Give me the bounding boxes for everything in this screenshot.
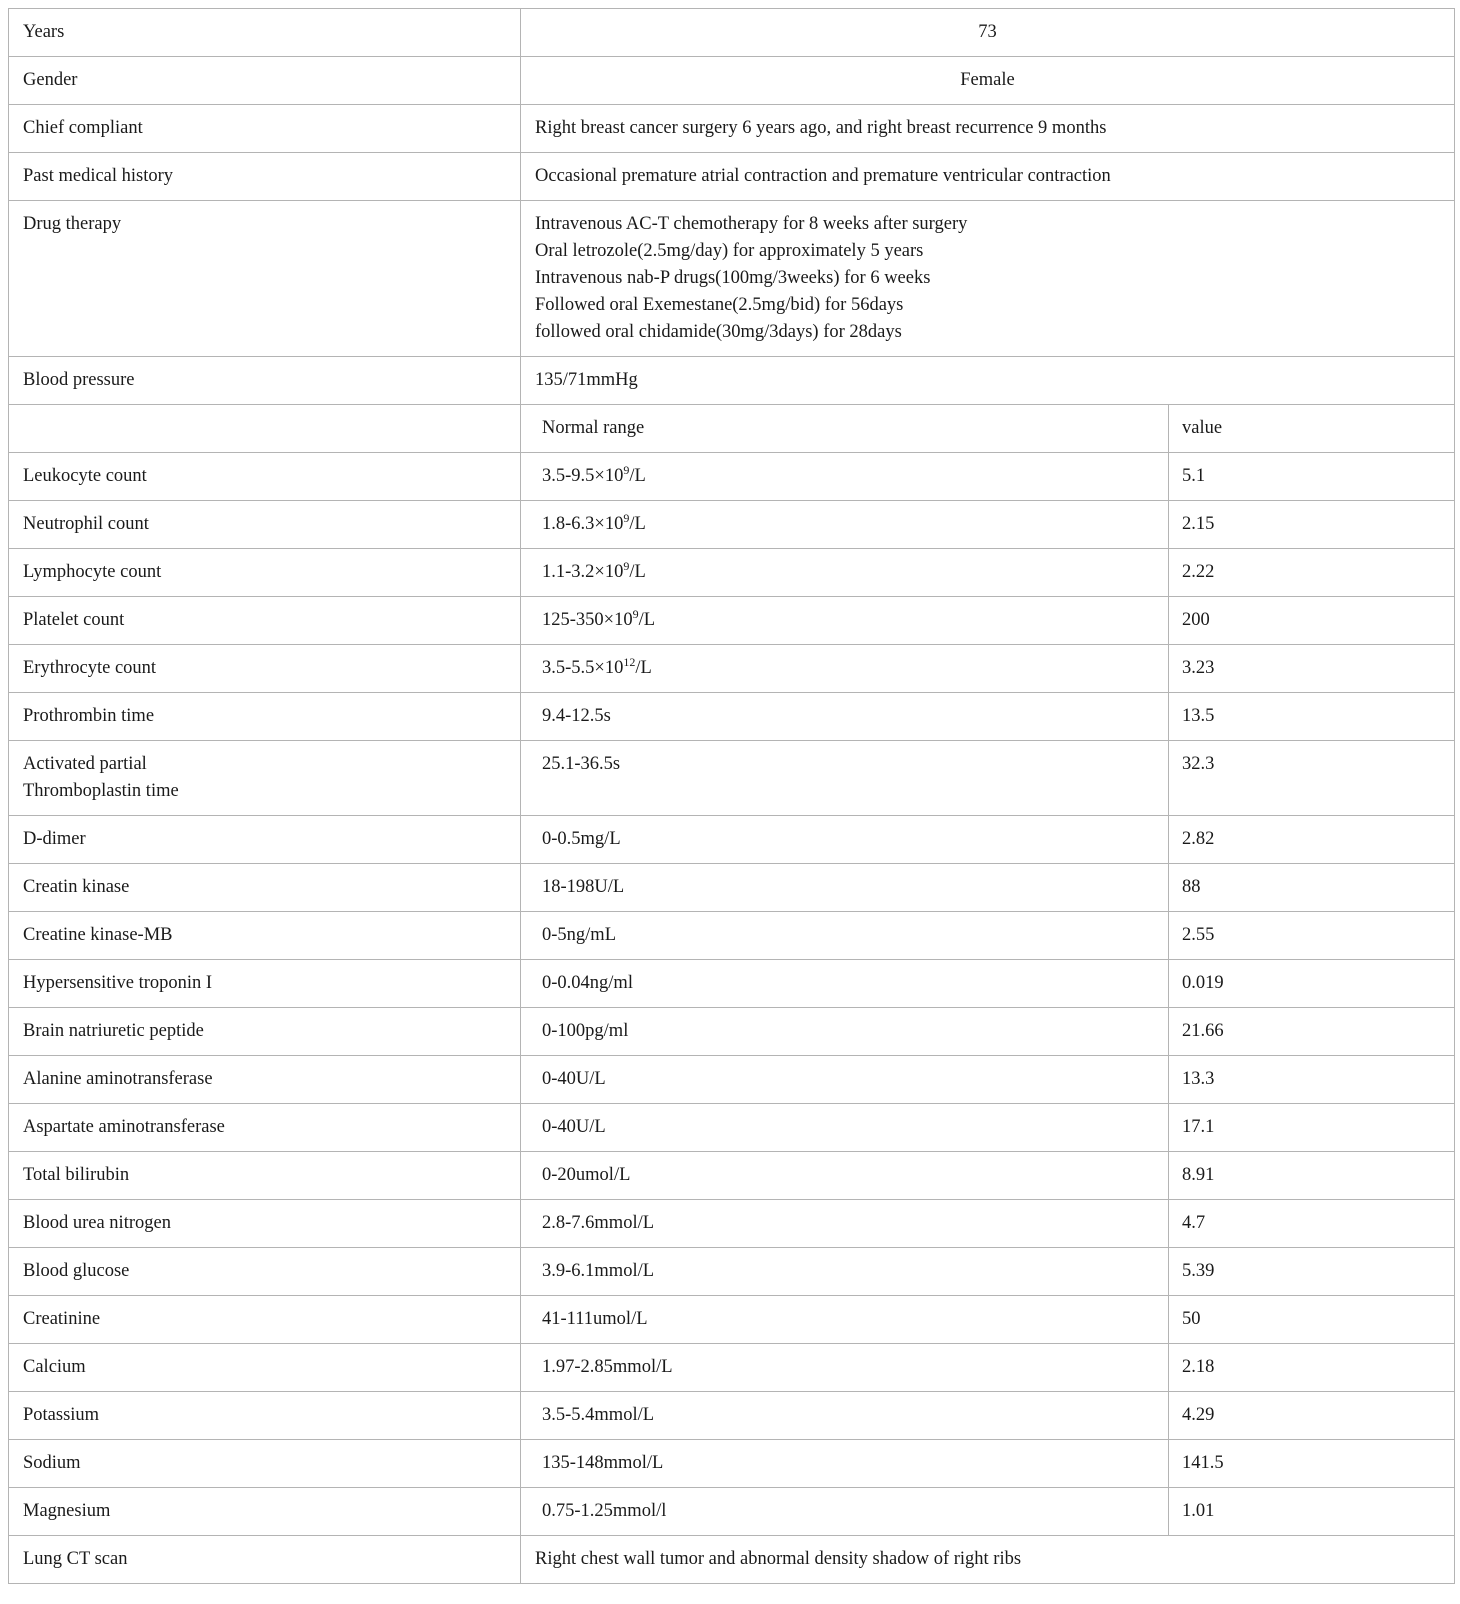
range-text: 0-100pg/ml: [542, 1021, 629, 1041]
lab-value: 50: [1169, 1296, 1455, 1344]
range-text: 9.4-12.5s: [542, 706, 611, 726]
table-row: [9, 57, 1455, 105]
lab-row: [9, 816, 1455, 864]
row-value: Right breast cancer surgery 6 years ago, and right breast recurrence 9 months: [521, 105, 1455, 153]
lab-normal-range: [521, 549, 1169, 597]
lab-normal-range: [521, 960, 1169, 1008]
lab-name: Potassium: [9, 1392, 521, 1440]
row-value: 135/71mmHg: [521, 357, 1455, 405]
lab-value: 3.23: [1169, 645, 1455, 693]
lab-normal-range: [521, 1200, 1169, 1248]
drug-line: Oral letrozole(2.5mg/day) for approximately 5 years: [535, 241, 924, 261]
lab-normal-range: [521, 1008, 1169, 1056]
range-text: 125-350×10: [542, 610, 633, 630]
table-row: [9, 105, 1455, 153]
empty-cell: [9, 405, 521, 453]
lab-name: Alanine aminotransferase: [9, 1056, 521, 1104]
range-text: 3.5-5.5×10: [542, 658, 624, 678]
lab-normal-range: [521, 645, 1169, 693]
lab-value: 2.18: [1169, 1344, 1455, 1392]
range-exponent: 9: [623, 558, 630, 573]
range-unit: /L: [629, 514, 646, 534]
lab-value: 88: [1169, 864, 1455, 912]
drug-line: Intravenous nab-P drugs(100mg/3weeks) for 6 weeks: [535, 268, 931, 288]
table-row: [9, 153, 1455, 201]
range-text: 0-20umol/L: [542, 1165, 631, 1185]
lab-header-row: [9, 405, 1455, 453]
lab-row: [9, 1104, 1455, 1152]
table-row: [9, 357, 1455, 405]
lab-row: [9, 960, 1455, 1008]
lab-value: 17.1: [1169, 1104, 1455, 1152]
range-text: 135-148mmol/L: [542, 1453, 664, 1473]
lab-name: Sodium: [9, 1440, 521, 1488]
drug-line: Intravenous AC-T chemotherapy for 8 weeks after surgery: [535, 214, 968, 234]
row-label: Past medical history: [9, 153, 521, 201]
range-text: 2.8-7.6mmol/L: [542, 1213, 655, 1233]
lab-row: [9, 1056, 1455, 1104]
lab-normal-range: [521, 741, 1169, 816]
lab-value: 4.7: [1169, 1200, 1455, 1248]
range-text: 0-0.5mg/L: [542, 829, 621, 849]
lab-normal-range: [521, 597, 1169, 645]
row-label: Years: [9, 9, 521, 57]
lab-normal-range: [521, 912, 1169, 960]
row-value: Female: [521, 57, 1455, 105]
lab-normal-range: [521, 816, 1169, 864]
lab-name: Creatin kinase: [9, 864, 521, 912]
range-unit: /L: [629, 562, 646, 582]
row-label: Lung CT scan: [9, 1536, 521, 1584]
lab-row: [9, 912, 1455, 960]
lab-name: Total bilirubin: [9, 1152, 521, 1200]
range-exponent: 9: [623, 510, 630, 525]
range-text: 0-40U/L: [542, 1069, 606, 1089]
lab-normal-range: [521, 1104, 1169, 1152]
range-text: 0-40U/L: [542, 1117, 606, 1137]
lab-normal-range: [521, 1152, 1169, 1200]
lab-name: Neutrophil count: [9, 501, 521, 549]
lab-name: Prothrombin time: [9, 693, 521, 741]
lab-value: 5.1: [1169, 453, 1455, 501]
range-unit: /L: [638, 610, 656, 630]
lab-value: 32.3: [1169, 741, 1455, 816]
lab-name-line: Activated partial: [23, 754, 147, 774]
table-row: [9, 9, 1455, 57]
lab-name: Blood urea nitrogen: [9, 1200, 521, 1248]
lab-row: [9, 1008, 1455, 1056]
table-row: [9, 1536, 1455, 1584]
table-row: [9, 201, 1455, 357]
lab-value: 2.15: [1169, 501, 1455, 549]
range-exponent: 9: [623, 462, 630, 477]
range-text: 1.97-2.85mmol/L: [542, 1357, 673, 1377]
clinical-data-table: [8, 8, 1455, 1584]
range-text: 41-111umol/L: [542, 1309, 648, 1329]
lab-name: Aspartate aminotransferase: [9, 1104, 521, 1152]
lab-value: 2.55: [1169, 912, 1455, 960]
lab-name: Blood glucose: [9, 1248, 521, 1296]
lab-name: Creatine kinase-MB: [9, 912, 521, 960]
lab-normal-range: [521, 501, 1169, 549]
range-unit: /L: [629, 466, 646, 486]
lab-normal-range: [521, 1440, 1169, 1488]
lab-normal-range: [521, 1392, 1169, 1440]
row-value: 73: [521, 9, 1455, 57]
row-value: Occasional premature atrial contraction and premature ventricular contraction: [521, 153, 1455, 201]
lab-row: [9, 1296, 1455, 1344]
lab-value: 13.5: [1169, 693, 1455, 741]
lab-normal-range: [521, 1056, 1169, 1104]
lab-row: [9, 453, 1455, 501]
lab-name: Brain natriuretic peptide: [9, 1008, 521, 1056]
range-text: 18-198U/L: [542, 877, 625, 897]
range-text: 0-0.04ng/ml: [542, 973, 633, 993]
lab-row: [9, 864, 1455, 912]
lab-name-line: Thromboplastin time: [23, 781, 179, 801]
lab-row: [9, 597, 1455, 645]
lab-value: 1.01: [1169, 1488, 1455, 1536]
lab-name: Calcium: [9, 1344, 521, 1392]
range-text: 25.1-36.5s: [542, 754, 621, 774]
row-label: Gender: [9, 57, 521, 105]
drug-line: Followed oral Exemestane(2.5mg/bid) for 56days: [535, 295, 904, 315]
range-text: 3.9-6.1mmol/L: [542, 1261, 655, 1281]
range-text: 0.75-1.25mmol/l: [542, 1501, 667, 1521]
lab-name: Creatinine: [9, 1296, 521, 1344]
lab-name: [9, 741, 521, 816]
lab-row: [9, 1392, 1455, 1440]
lab-name: Magnesium: [9, 1488, 521, 1536]
lab-name: Erythrocyte count: [9, 645, 521, 693]
lab-name: Platelet count: [9, 597, 521, 645]
lab-value: 8.91: [1169, 1152, 1455, 1200]
lab-row: [9, 1248, 1455, 1296]
range-unit: /L: [635, 658, 652, 678]
row-label: Blood pressure: [9, 357, 521, 405]
lab-value: 4.29: [1169, 1392, 1455, 1440]
lab-normal-range: [521, 1488, 1169, 1536]
lab-row: [9, 1488, 1455, 1536]
lab-name: D-dimer: [9, 816, 521, 864]
lab-value: 5.39: [1169, 1248, 1455, 1296]
row-value: Right chest wall tumor and abnormal density shadow of right ribs: [521, 1536, 1455, 1584]
drug-therapy-list: [521, 201, 1455, 357]
lab-row: [9, 549, 1455, 597]
lab-name: Leukocyte count: [9, 453, 521, 501]
range-text: 3.5-9.5×10: [542, 466, 624, 486]
lab-row: [9, 1200, 1455, 1248]
row-label: Chief compliant: [9, 105, 521, 153]
lab-value: 2.82: [1169, 816, 1455, 864]
lab-row: [9, 501, 1455, 549]
lab-value: 200: [1169, 597, 1455, 645]
lab-normal-range: [521, 1344, 1169, 1392]
row-label: Drug therapy: [9, 201, 521, 357]
range-exponent: 12: [623, 654, 636, 669]
lab-normal-range: [521, 1296, 1169, 1344]
lab-row: [9, 741, 1455, 816]
lab-row: [9, 1344, 1455, 1392]
lab-value: 2.22: [1169, 549, 1455, 597]
lab-normal-range: [521, 864, 1169, 912]
lab-row: [9, 1152, 1455, 1200]
lab-normal-range: [521, 693, 1169, 741]
lab-normal-range: [521, 453, 1169, 501]
value-header: value: [1169, 405, 1455, 453]
range-exponent: 9: [632, 606, 639, 621]
range-text: 1.8-6.3×10: [542, 514, 624, 534]
range-text: 1.1-3.2×10: [542, 562, 624, 582]
range-text: 3.5-5.4mmol/L: [542, 1405, 655, 1425]
lab-row: [9, 693, 1455, 741]
lab-row: [9, 1440, 1455, 1488]
range-text: 0-5ng/mL: [542, 925, 616, 945]
lab-value: 0.019: [1169, 960, 1455, 1008]
drug-line: followed oral chidamide(30mg/3days) for 28days: [535, 322, 902, 342]
lab-value: 141.5: [1169, 1440, 1455, 1488]
lab-name: Lymphocyte count: [9, 549, 521, 597]
lab-value: 13.3: [1169, 1056, 1455, 1104]
lab-row: [9, 645, 1455, 693]
normal-range-header: Normal range: [521, 405, 1169, 453]
lab-value: 21.66: [1169, 1008, 1455, 1056]
lab-normal-range: [521, 1248, 1169, 1296]
lab-name: Hypersensitive troponin I: [9, 960, 521, 1008]
